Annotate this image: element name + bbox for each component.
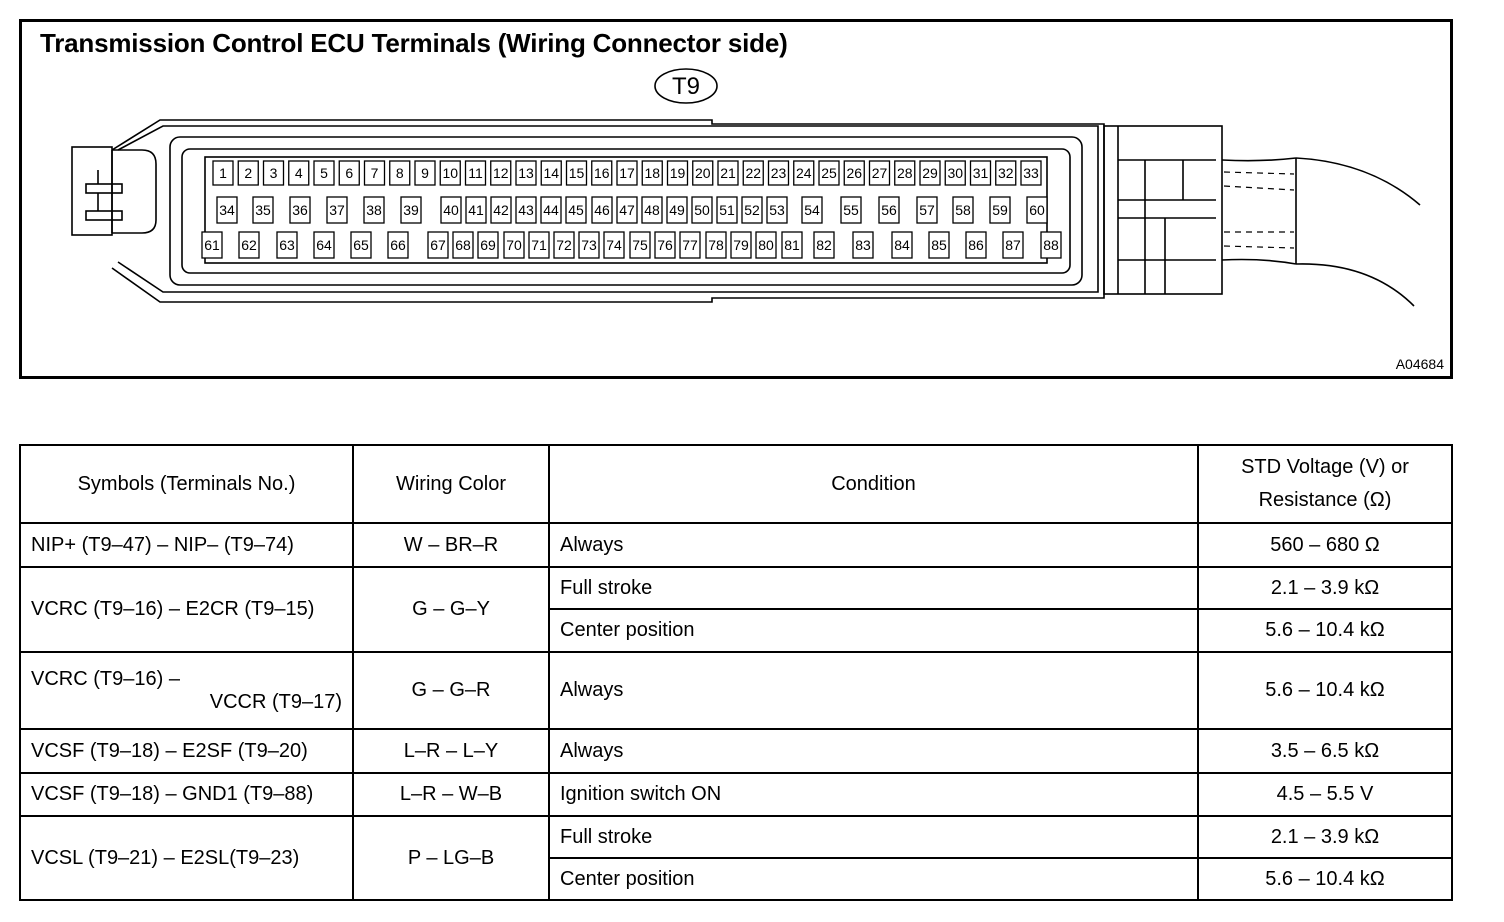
pin-label-49: 49 xyxy=(669,202,685,218)
pin-label-77: 77 xyxy=(682,237,698,253)
pin-label-48: 48 xyxy=(644,202,660,218)
pin-label-21: 21 xyxy=(720,165,736,181)
std-cell: 560 – 680 Ω xyxy=(1198,523,1452,567)
pin-label-27: 27 xyxy=(871,165,888,181)
wiring-cell: L–R – L–Y xyxy=(353,729,549,773)
wiring-cell: P – LG–B xyxy=(353,816,549,900)
pin-label-54: 54 xyxy=(804,202,820,218)
pin-label-79: 79 xyxy=(733,237,749,253)
condition-cell: Center position xyxy=(549,609,1198,652)
pin-label-38: 38 xyxy=(366,202,382,218)
header-std-line2: Resistance (Ω) xyxy=(1258,489,1392,511)
condition-cell: Always xyxy=(549,523,1198,567)
condition-cell: Full stroke xyxy=(549,567,1198,609)
pin-grid xyxy=(202,161,1061,258)
symbols-cell: VCSF (T9–18) – GND1 (T9–88) xyxy=(20,773,353,816)
pin-label-68: 68 xyxy=(455,237,471,253)
figure-id: A04684 xyxy=(1395,356,1444,372)
pin-label-35: 35 xyxy=(255,202,271,218)
condition-cell: Ignition switch ON xyxy=(549,773,1198,816)
pin-label-63: 63 xyxy=(279,237,295,253)
pin-label-64: 64 xyxy=(316,237,332,253)
pin-label-33: 33 xyxy=(1023,165,1039,181)
pin-label-39: 39 xyxy=(403,202,419,218)
pin-label-74: 74 xyxy=(606,237,622,253)
symbols-cell: VCRC (T9–16) – E2CR (T9–15) xyxy=(20,567,353,652)
pin-label-50: 50 xyxy=(694,202,710,218)
pin-label-69: 69 xyxy=(480,237,496,253)
table-row xyxy=(20,729,1452,773)
wiring-cell: G – G–Y xyxy=(353,567,549,652)
pin-label-20: 20 xyxy=(694,165,711,181)
pin-label-55: 55 xyxy=(843,202,859,218)
table-header-row xyxy=(20,445,1452,523)
pin-label-22: 22 xyxy=(745,165,762,181)
pin-label-43: 43 xyxy=(518,202,534,218)
symbols-cell: VCSL (T9–21) – E2SL(T9–23) xyxy=(20,816,353,900)
std-cell: 3.5 – 6.5 kΩ xyxy=(1198,729,1452,773)
header-std xyxy=(1198,445,1452,523)
pin-label-72: 72 xyxy=(556,237,572,253)
std-cell: 2.1 – 3.9 kΩ xyxy=(1198,567,1452,609)
pin-label-47: 47 xyxy=(619,202,635,218)
symbols-cell xyxy=(20,652,353,729)
pin-label-84: 84 xyxy=(894,237,910,253)
pin-label-52: 52 xyxy=(744,202,760,218)
pin-label-5: 5 xyxy=(320,165,328,181)
diagram-title: Transmission Control ECU Terminals (Wiring Connector side) xyxy=(40,28,788,58)
pin-label-80: 80 xyxy=(758,237,774,253)
symbols-line1: VCRC (T9–16) – xyxy=(31,667,180,690)
pin-label-61: 61 xyxy=(204,237,220,253)
symbols-cell: VCSF (T9–18) – E2SF (T9–20) xyxy=(20,729,353,773)
pin-label-41: 41 xyxy=(468,202,484,218)
table-row xyxy=(20,567,1452,609)
pin-label-16: 16 xyxy=(593,165,610,181)
condition-cell: Center position xyxy=(549,858,1198,900)
pin-label-70: 70 xyxy=(506,237,522,253)
pin-label-46: 46 xyxy=(594,202,610,218)
std-cell: 5.6 – 10.4 kΩ xyxy=(1198,858,1452,900)
symbols-cell: NIP+ (T9–47) – NIP– (T9–74) xyxy=(20,523,353,567)
pin-label-75: 75 xyxy=(632,237,648,253)
pin-label-13: 13 xyxy=(518,165,534,181)
pin-label-4: 4 xyxy=(294,165,303,181)
pin-label-78: 78 xyxy=(708,237,724,253)
pin-label-18: 18 xyxy=(644,165,661,181)
pin-label-82: 82 xyxy=(816,237,832,253)
pin-label-28: 28 xyxy=(896,165,913,181)
pin-label-34: 34 xyxy=(219,202,235,218)
table-row xyxy=(20,523,1452,567)
pin-label-17: 17 xyxy=(619,165,635,181)
pin-label-23: 23 xyxy=(770,165,787,181)
symbols-line2: VCCR (T9–17) xyxy=(209,690,342,713)
pin-label-81: 81 xyxy=(784,237,800,253)
pin-label-65: 65 xyxy=(353,237,369,253)
pin-label-57: 57 xyxy=(919,202,935,218)
pin-label-15: 15 xyxy=(568,165,585,181)
pin-label-76: 76 xyxy=(657,237,673,253)
pin-label-66: 66 xyxy=(390,237,406,253)
pin-label-2: 2 xyxy=(244,165,253,181)
pin-label-85: 85 xyxy=(931,237,947,253)
pin-label-7: 7 xyxy=(370,165,379,181)
std-cell: 2.1 – 3.9 kΩ xyxy=(1198,816,1452,858)
table-row xyxy=(20,652,1452,729)
pin-label-56: 56 xyxy=(881,202,897,218)
pin-label-53: 53 xyxy=(769,202,785,218)
table-row xyxy=(20,773,1452,816)
pin-label-36: 36 xyxy=(292,202,308,218)
strain-relief xyxy=(1104,126,1222,294)
pin-label-73: 73 xyxy=(581,237,597,253)
pin-label-1: 1 xyxy=(219,165,227,181)
pin-label-24: 24 xyxy=(795,165,812,181)
pin-label-19: 19 xyxy=(669,165,686,181)
pin-label-10: 10 xyxy=(442,165,459,181)
wiring-cell: L–R – W–B xyxy=(353,773,549,816)
pin-label-87: 87 xyxy=(1005,237,1021,253)
pin-label-60: 60 xyxy=(1029,202,1045,218)
ecu-connector-drawing xyxy=(0,0,1504,400)
pin-label-8: 8 xyxy=(395,165,404,181)
condition-cell: Full stroke xyxy=(549,816,1198,858)
condition-cell: Always xyxy=(549,729,1198,773)
connector-label: T9 xyxy=(671,73,701,100)
std-cell: 4.5 – 5.5 V xyxy=(1198,773,1452,816)
wiring-cell: G – G–R xyxy=(353,652,549,729)
pin-label-71: 71 xyxy=(531,237,547,253)
pin-label-58: 58 xyxy=(955,202,971,218)
pin-label-6: 6 xyxy=(345,165,354,181)
pin-label-26: 26 xyxy=(846,165,863,181)
pin-label-44: 44 xyxy=(543,202,559,218)
pin-label-88: 88 xyxy=(1043,237,1059,253)
pin-label-25: 25 xyxy=(821,165,837,181)
pin-label-12: 12 xyxy=(492,165,509,181)
pin-label-37: 37 xyxy=(329,202,345,218)
header-wiring-color: Wiring Color xyxy=(353,445,549,523)
pin-label-3: 3 xyxy=(269,165,278,181)
pin-label-31: 31 xyxy=(972,165,989,181)
pin-label-83: 83 xyxy=(855,237,871,253)
header-std-line1: STD Voltage (V) or xyxy=(1241,456,1409,478)
pin-label-42: 42 xyxy=(493,202,509,218)
pin-label-30: 30 xyxy=(947,165,964,181)
pin-label-14: 14 xyxy=(543,165,560,181)
terminal-spec-table xyxy=(19,444,1453,901)
latch-body xyxy=(72,147,112,235)
pin-label-40: 40 xyxy=(443,202,459,218)
pin-label-9: 9 xyxy=(421,165,429,181)
pin-label-86: 86 xyxy=(968,237,984,253)
pin-label-62: 62 xyxy=(241,237,257,253)
header-condition: Condition xyxy=(549,445,1198,523)
header-symbols: Symbols (Terminals No.) xyxy=(20,445,353,523)
condition-cell: Always xyxy=(549,652,1198,729)
pin-label-67: 67 xyxy=(430,237,446,253)
wiring-cell: W – BR–R xyxy=(353,523,549,567)
std-cell: 5.6 – 10.4 kΩ xyxy=(1198,652,1452,729)
pin-label-32: 32 xyxy=(997,165,1014,181)
std-cell: 5.6 – 10.4 kΩ xyxy=(1198,609,1452,652)
wire-bundle xyxy=(1222,158,1296,161)
pin-label-45: 45 xyxy=(568,202,584,218)
pin-label-51: 51 xyxy=(719,202,735,218)
table-row xyxy=(20,816,1452,858)
pin-label-29: 29 xyxy=(922,165,938,181)
pin-label-59: 59 xyxy=(992,202,1008,218)
pin-label-11: 11 xyxy=(468,165,483,181)
